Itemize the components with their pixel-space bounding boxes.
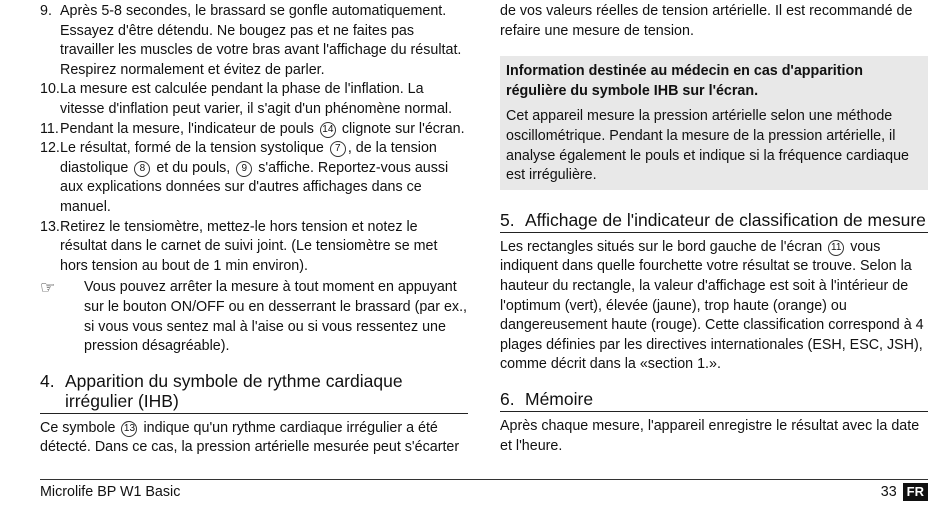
item-text-b: clignote sur l'écran. <box>341 120 465 137</box>
section-4-body <box>40 419 468 458</box>
item-text: Retirez le tensiomètre, mettez-le hors tension et notez le résultat dans le carnet de suivi joint. (Le tensiomètre se met hors tension au bout de 1 min environ). <box>60 218 438 274</box>
item-number: 13. <box>40 218 60 235</box>
product-name: Microlife BP W1 Basic <box>40 484 181 500</box>
body-text-a: Ce symbole <box>40 419 116 436</box>
physician-info-box <box>500 56 928 190</box>
section-number: 5. <box>500 209 515 230</box>
systolic-ref: 7 <box>330 141 346 157</box>
item-text: La mesure est calculée pendant la phase de l'inflation. La vitesse d'inflation peut varier, il s'agit d'un phénomène normal. <box>60 81 453 117</box>
body-text-b: vous indiquent dans quelle fourchette votre résultat se trouve. Selon la hauteur du rectangle, la valeur d'affichage est soit à l'intérieur de l'optimum (vert), élevée (jaune), trop haute (orange) ou dangereusement haute (rouge). Cette classification correspond à 4 plages définies par les directives internationales (ESH, ESC, JSH), comme décrit dans la «section 1.». <box>500 238 924 373</box>
ihb-symbol-ref: 13 <box>121 421 137 437</box>
section-number: 6. <box>500 388 515 409</box>
pulse-ref: 9 <box>236 161 252 177</box>
continued-text: de vos valeurs réelles de tension artérielle. Il est recommandé de refaire une mesure de tension. <box>500 3 913 39</box>
list-item-11 <box>40 120 468 140</box>
item-text-a: Le résultat, formé de la tension systolique <box>60 140 324 157</box>
pulse-indicator-ref: 14 <box>320 122 336 138</box>
item-text: Après 5-8 secondes, le brassard se gonfle automatiquement. Essayez d'être détendu. Ne bougez pas et ne faites pas travailler les muscles de votre bras avant l'affichage du résultat. Respirez normalement et évitez de parler. <box>60 3 462 78</box>
list-item-10 <box>40 80 468 119</box>
pointing-hand-icon: ☞ <box>40 278 56 298</box>
list-item-12 <box>40 139 468 217</box>
section-6-heading <box>500 389 928 412</box>
note <box>40 278 468 356</box>
language-badge: FR <box>903 483 928 501</box>
left-column <box>40 0 468 458</box>
item-number: 12. <box>40 140 60 157</box>
item-number: 10. <box>40 81 60 98</box>
section-title: Mémoire <box>525 388 594 409</box>
item-text-c: et du pouls, <box>156 159 231 176</box>
right-column <box>500 0 928 456</box>
page-info <box>881 483 928 501</box>
section-title: Affichage de l'indicateur de classification de mesure <box>525 209 926 230</box>
section-5-body <box>500 238 928 375</box>
item-number: 9. <box>40 3 52 19</box>
box-title: Information destinée au médecin en cas d'apparition régulière du symbole IHB sur l'écran. <box>506 63 863 99</box>
classification-ref: 11 <box>828 240 844 256</box>
item-text <box>60 120 468 140</box>
section-6-body: Après chaque mesure, l'appareil enregistre le résultat avec la date et l'heure. <box>500 417 920 454</box>
item-number: 11. <box>40 120 59 137</box>
item-text <box>60 139 468 217</box>
page-footer <box>40 479 928 501</box>
item-text-a: Pendant la mesure, l'indicateur de pouls <box>60 120 314 137</box>
body-text-a: Les rectangles situés sur le bord gauche de l'écran <box>500 238 823 255</box>
section-number: 4. <box>40 370 55 391</box>
section-5-heading <box>500 210 928 233</box>
section-title: Apparition du symbole de rythme cardiaque irrégulier (IHB) <box>65 370 403 411</box>
item-text-b: , de la tension diastolique <box>60 140 437 176</box>
list-item-13 <box>40 218 468 277</box>
page-number: 33 <box>880 484 897 500</box>
section-4-heading <box>40 371 468 414</box>
diastolic-ref: 8 <box>134 161 150 177</box>
box-body: Cet appareil mesure la pression artérielle selon une méthode oscillométrique. Pendant la mesure de la pression artérielle, il analyse également le pouls et indique si la fréquence cardiaque est irrégulière. <box>506 108 909 184</box>
list-item-9 <box>40 2 468 80</box>
body-text-b: indique qu'un rythme cardiaque irrégulier a été détecté. Dans ce cas, la pression artérielle mesurée peut s'écarter <box>40 419 460 456</box>
note-text: Vous pouvez arrêter la mesure à tout moment en appuyant sur le bouton ON/OFF ou en desserrant le brassard (par ex., si vous vous sentez mal à l'aise ou si vous ressentez une pression désagréable). <box>84 279 468 355</box>
item-text-d: s'affiche. Reportez-vous aussi aux explications données sur d'autres affichages dans ce manuel. <box>60 159 449 215</box>
